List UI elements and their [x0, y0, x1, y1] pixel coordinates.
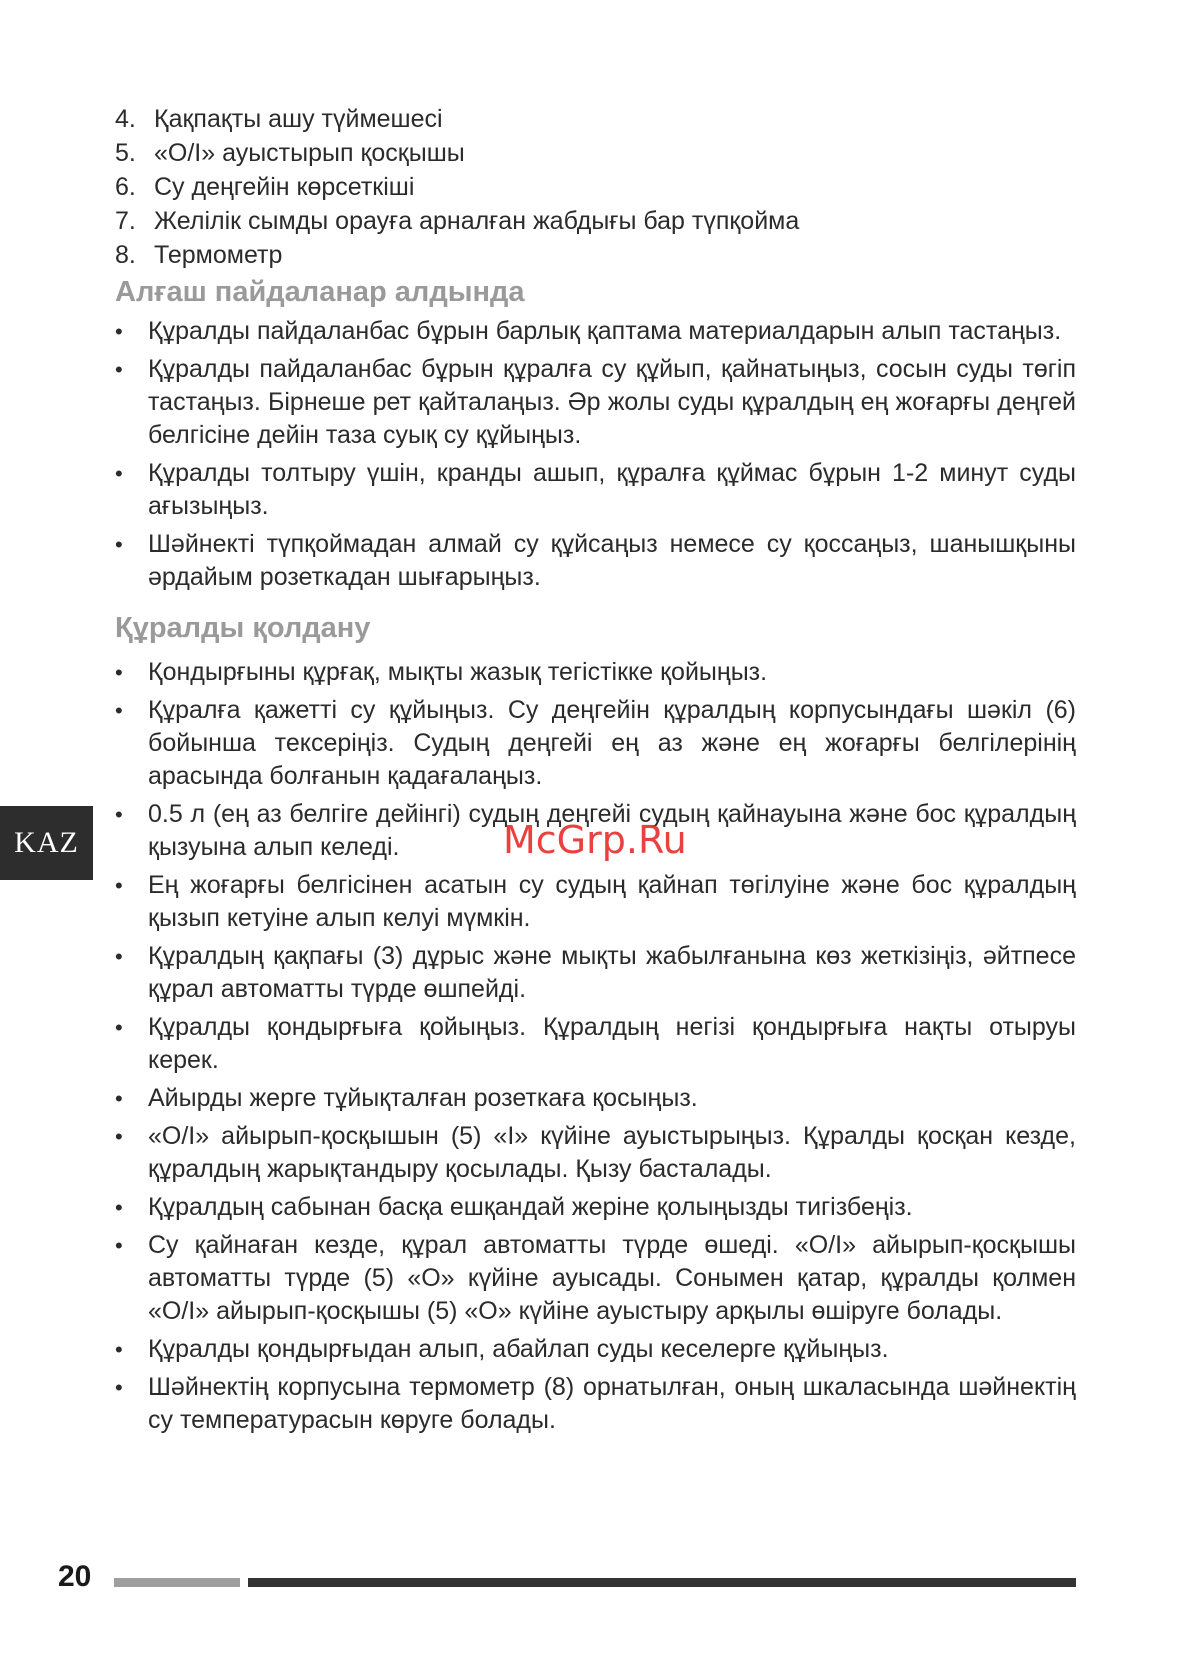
bullet-text: Құралдың қақпағы (3) дұрыс және мықты жабылғанына көз жеткізіңіз, әйтпесе құрал автоматты түрде өшпейді.	[148, 942, 1076, 1003]
bullet-item	[115, 1191, 1076, 1224]
bullet-item	[115, 1011, 1076, 1077]
item-text: Қақпақты ашу түймешесі	[154, 105, 443, 133]
bullet-item	[115, 1371, 1076, 1437]
bullet-text: Су қайнаған кезде, құрал автоматты түрде өшеді. «O/I» айырып-қосқышы автоматты түрде (5) «O» күйіне ауысады. Сонымен қатар, құралды қолмен «O/I» айырып-қосқышы (5) «O» күйіне ауыстыру арқылы өшіруге болады.	[148, 1231, 1076, 1325]
bullet-icon: •	[115, 873, 123, 898]
parts-list	[115, 102, 1076, 272]
bullet-text: Құралды пайдаланбас бұрын құралға су құйып, қайнатыңыз, сосын суды төгіп тастаңыз. Бірнеше рет қайталаңыз. Әр жолы суды құралдың ең жоғарғы деңгей белгісіне дейін таза суық су құйыңыз.	[148, 355, 1076, 449]
bullet-icon: •	[115, 1015, 123, 1040]
list-item	[115, 170, 1076, 204]
bullet-text: Құралға қажетті су құйыңыз. Су деңгейін құралдың корпусындағы шәкіл (6) бойынша тексеріңіз. Судың деңгейі ең аз және ең жоғарғы белгілерінің арасында болғанын қадағалаңыз.	[148, 696, 1076, 790]
bullet-icon: •	[115, 1124, 123, 1149]
footer-bar-light	[114, 1578, 240, 1587]
bullet-item	[115, 869, 1076, 935]
item-number: 4.	[115, 105, 136, 133]
bullet-item	[115, 1333, 1076, 1366]
bullet-item	[115, 656, 1076, 689]
watermark: McGrp.Ru	[503, 818, 687, 862]
item-text: Термометр	[154, 241, 283, 269]
language-tab: KAZ	[0, 806, 93, 880]
list-item	[115, 136, 1076, 170]
list-item	[115, 102, 1076, 136]
bullet-text: 0.5 л (ең аз белгіге дейінгі) судың деңгейі судың қайнауына және бос құралдың қызуына алып келеді.	[148, 800, 1076, 861]
item-text: «O/I» ауыстырып қосқышы	[154, 139, 465, 167]
bullet-icon: •	[115, 1375, 123, 1400]
item-number: 7.	[115, 207, 136, 235]
list-item	[115, 238, 1076, 272]
bullet-text: Шәйнектің корпусына термометр (8) орнатылған, оның шкаласында шәйнектің су температурасын көруге болады.	[148, 1373, 1076, 1434]
bullet-text: Құралды толтыру үшін, кранды ашып, құралға құймас бұрын 1-2 минут суды ағызыңыз.	[148, 459, 1076, 520]
bullet-icon: •	[115, 461, 123, 486]
bullet-item	[115, 315, 1076, 348]
footer-bar-dark	[248, 1578, 1076, 1587]
item-number: 6.	[115, 173, 136, 201]
page-content	[115, 102, 1076, 1442]
bullet-text: Шәйнекті түпқоймадан алмай су құйсаңыз немесе су қоссаңыз, шанышқыны әрдайым розеткадан шығарыңыз.	[148, 530, 1076, 591]
bullet-item	[115, 1082, 1076, 1115]
list-item	[115, 204, 1076, 238]
item-text: Желілік сымды орауға арналған жабдығы бар түпқойма	[154, 207, 800, 235]
bullet-text: «O/I» айырып-қосқышын (5) «I» күйіне ауыстырыңыз. Құралды қосқан кезде, құралдың жарықтандыру қосылады. Қызу басталады.	[148, 1122, 1076, 1183]
item-number: 5.	[115, 139, 136, 167]
bullet-icon: •	[115, 1337, 123, 1362]
bullet-text: Айырды жерге тұйықталған розеткаға қосыңыз.	[148, 1084, 698, 1112]
page-number: 20	[58, 1560, 92, 1593]
bullet-list-before-first-use	[115, 315, 1076, 594]
bullet-list-usage	[115, 656, 1076, 1437]
bullet-item	[115, 1120, 1076, 1186]
bullet-item	[115, 353, 1076, 452]
bullet-item	[115, 528, 1076, 594]
bullet-icon: •	[115, 1233, 123, 1258]
bullet-item	[115, 694, 1076, 793]
bullet-icon: •	[115, 1086, 123, 1111]
section-heading-usage: Құралды қолдану	[115, 612, 371, 644]
bullet-icon: •	[115, 1195, 123, 1220]
bullet-item	[115, 1229, 1076, 1328]
bullet-icon: •	[115, 944, 123, 969]
bullet-text: Құралды пайдаланбас бұрын барлық қаптама материалдарын алып тастаңыз.	[148, 317, 1062, 345]
bullet-text: Құралды қондырғыға қойыңыз. Құралдың негізі қондырғыға нақты отыруы керек.	[148, 1013, 1076, 1074]
item-text: Су деңгейін көрсеткіші	[154, 173, 415, 201]
bullet-icon: •	[115, 532, 123, 557]
bullet-icon: •	[115, 698, 123, 723]
bullet-icon: •	[115, 319, 123, 344]
section-heading-before-first-use: Алғаш пайдаланар алдында	[115, 276, 525, 308]
bullet-text: Ең жоғарғы белгісінен асатын су судың қайнап төгілуіне және бос құралдың қызып кетуіне алып келуі мүмкін.	[148, 871, 1076, 932]
item-number: 8.	[115, 241, 136, 269]
bullet-text: Қондырғыны құрғақ, мықты жазық тегістікке қойыңыз.	[148, 658, 768, 686]
bullet-icon: •	[115, 660, 123, 685]
bullet-item	[115, 940, 1076, 1006]
bullet-icon: •	[115, 357, 123, 382]
bullet-item	[115, 457, 1076, 523]
bullet-text: Құралдың сабынан басқа ешқандай жеріне қолыңызды тигізбеңіз.	[148, 1193, 913, 1221]
bullet-icon: •	[115, 802, 123, 827]
bullet-text: Құралды қондырғыдан алып, абайлап суды кеселерге құйыңыз.	[148, 1335, 889, 1363]
